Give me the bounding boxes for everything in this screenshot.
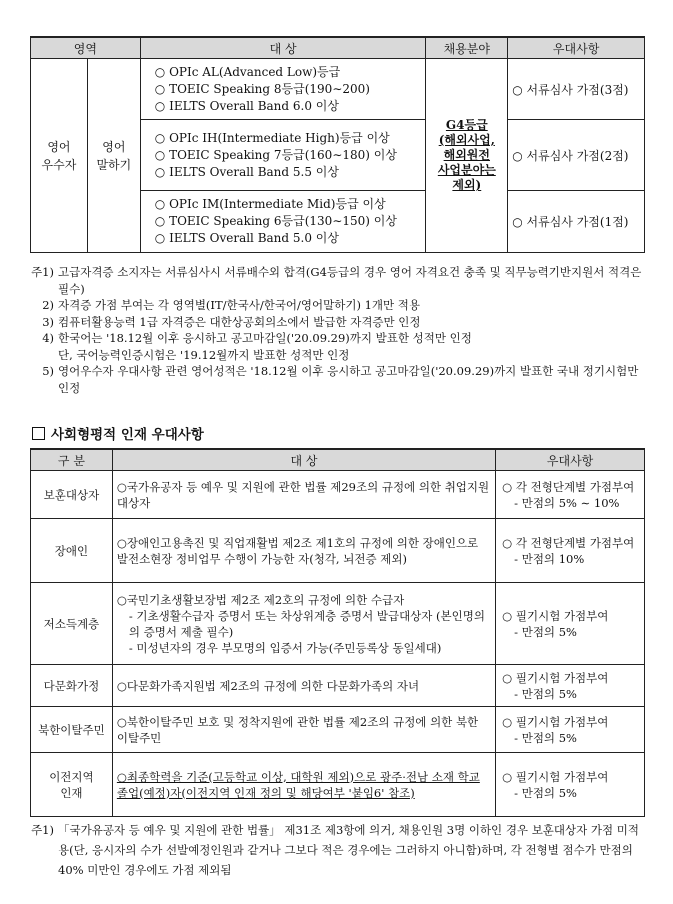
section-title: 사회형평적 인재 우대사항 [32, 423, 204, 443]
note-item: 주1) 고급자격증 소지자는 서류심사시 서류배수외 합격(G4등급의 경우 영어 자격요건 충족 및 직무능력기반지원서 적격은 필수) [31, 265, 642, 296]
note-item: 3) 컴퓨터활용능력 1급 자격증은 대한상공회의소에서 발급한 자격증만 인정 [42, 314, 421, 329]
target-cell [140, 120, 426, 191]
list-item: ○ TOEIC Speaking 8등급(190∼200) [155, 81, 422, 98]
list-item: ○ IELTS Overall Band 6.0 이상 [155, 98, 422, 115]
list-item: ○ IELTS Overall Band 5.0 이상 [155, 230, 422, 247]
header-target: 대 상 [112, 449, 495, 471]
preference-cell: ○ 필기시험 가점부여 - 만점의 5% [496, 707, 645, 753]
preference-cell: ○ 각 전형단계별 가점부여 - 만점의 5% ∼ 10% [496, 471, 645, 519]
header-preference: 우대사항 [496, 449, 645, 471]
table-row [31, 665, 645, 707]
target-cell: ○장애인고용촉진 및 직업재활법 제2조 제1호의 규정에 의한 장애인으로 발전소현장 정비업무 수행이 가능한 자(청각, 뇌전증 제외) [112, 519, 495, 583]
table-header-row [31, 449, 645, 471]
preference-cell: ○ 필기시험 가점부여 - 만점의 5% [496, 583, 645, 665]
category-cell: 저소득계층 [31, 583, 113, 665]
table-row [31, 583, 645, 665]
header-category: 구 분 [31, 449, 113, 471]
social-equity-table [30, 448, 645, 817]
category-cell: 이전지역 인재 [31, 753, 113, 817]
target-cell [140, 191, 426, 253]
area-english-excellent: 영어 우수자 [31, 59, 88, 253]
category-cell: 다문화가정 [31, 665, 113, 707]
note-item: 주1) 「국가유공자 등 예우 및 지원에 관한 법률」 제31조 제3항에 의거, 채용인원 3명 이하인 경우 보훈대상자 가점 미적용(단, 응시자의 수가 선발예정인원과 같거나 그보다 적은 경우에는 그러하지 아니함)하며, 각 전형별 점수가 만점의 40% 미만인 경우에도 가점 제외됨 [31, 823, 639, 877]
note-item: 2) 자격증 가점 부여는 각 영역별(IT/한국사/한국어/영어말하기) 1개만 적용 [42, 298, 420, 312]
list-item: ○ OPIc IM(Intermediate Mid)등급 이상 [155, 196, 422, 213]
header-area: 영역 [31, 37, 141, 59]
checkbox-square-icon [32, 427, 45, 440]
preference-cell: ○ 서류심사 가점(1점) [508, 191, 645, 253]
preference-cell: ○ 필기시험 가점부여 - 만점의 5% [496, 665, 645, 707]
note-item: 4) 한국어는 '18.12월 이후 응시하고 공고마감일('20.09.29)까지 발표한 성적만 인정 [42, 331, 472, 345]
header-field: 채용분야 [426, 37, 508, 59]
category-cell: 보훈대상자 [31, 471, 113, 519]
note-item: 5) 영어우수자 우대사항 관련 영어성적은 '18.12월 이후 응시하고 공고마감일('20.09.29)까지 발표한 국내 정기시험만 인정 [42, 364, 639, 395]
header-preference: 우대사항 [508, 37, 645, 59]
preference-cell: ○ 서류심사 가점(2점) [508, 120, 645, 191]
target-cell: ○북한이탈주민 보호 및 정착지원에 관한 법률 제2조의 규정에 의한 북한 이탈주민 [112, 707, 495, 753]
table-row [31, 707, 645, 753]
field-g4: G4등급 (해외사업, 해외원전 사업분야는 제외) [426, 59, 508, 253]
list-item: ○ TOEIC Speaking 7등급(160∼180) 이상 [155, 147, 422, 164]
list-item: ○ OPIc AL(Advanced Low)등급 [155, 64, 422, 81]
area-english-speaking: 영어 말하기 [87, 59, 140, 253]
note-item: 단, 국어능력인증시험은 '19.12월까지 발표한 성적만 인정 [58, 347, 350, 362]
preference-cell: ○ 각 전형단계별 가점부여 - 만점의 10% [496, 519, 645, 583]
target-cell [140, 59, 426, 120]
list-item: ○ TOEIC Speaking 6등급(130∼150) 이상 [155, 213, 422, 230]
table-row [31, 59, 645, 120]
notes-section-1 [30, 264, 650, 396]
category-cell: 북한이탈주민 [31, 707, 113, 753]
table-row [31, 471, 645, 519]
notes-section-2 [30, 820, 650, 880]
table-row [31, 519, 645, 583]
list-item: ○ IELTS Overall Band 5.5 이상 [155, 164, 422, 181]
english-preference-table [30, 36, 645, 253]
list-item: ○ OPIc IH(Intermediate High)등급 이상 [155, 130, 422, 147]
target-cell: ○최종학력을 기준(고등학교 이상, 대학원 제외)으로 광주·전남 소재 학교 졸업(예정)자(이전지역 인재 정의 및 해당여부 '붙임6' 참조) [112, 753, 495, 817]
table-header-row [31, 37, 645, 59]
preference-cell: ○ 필기시험 가점부여 - 만점의 5% [496, 753, 645, 817]
target-cell: ○국민기초생활보장법 제2조 제2호의 규정에 의한 수급자 - 기초생활수급자 증명서 또는 차상위계층 증명서 발급대상자 (본인명의의 증명서 제출 필수) - 미성년자의 경우 부모명의 입증서 가능(주민등록상 동일세대) [112, 583, 495, 665]
target-cell: ○다문화가족지원법 제2조의 규정에 의한 다문화가족의 자녀 [112, 665, 495, 707]
header-target: 대 상 [140, 37, 426, 59]
category-cell: 장애인 [31, 519, 113, 583]
table-row [31, 753, 645, 817]
preference-cell: ○ 서류심사 가점(3점) [508, 59, 645, 120]
target-cell: ○국가유공자 등 예우 및 지원에 관한 법률 제29조의 규정에 의한 취업지원대상자 [112, 471, 495, 519]
